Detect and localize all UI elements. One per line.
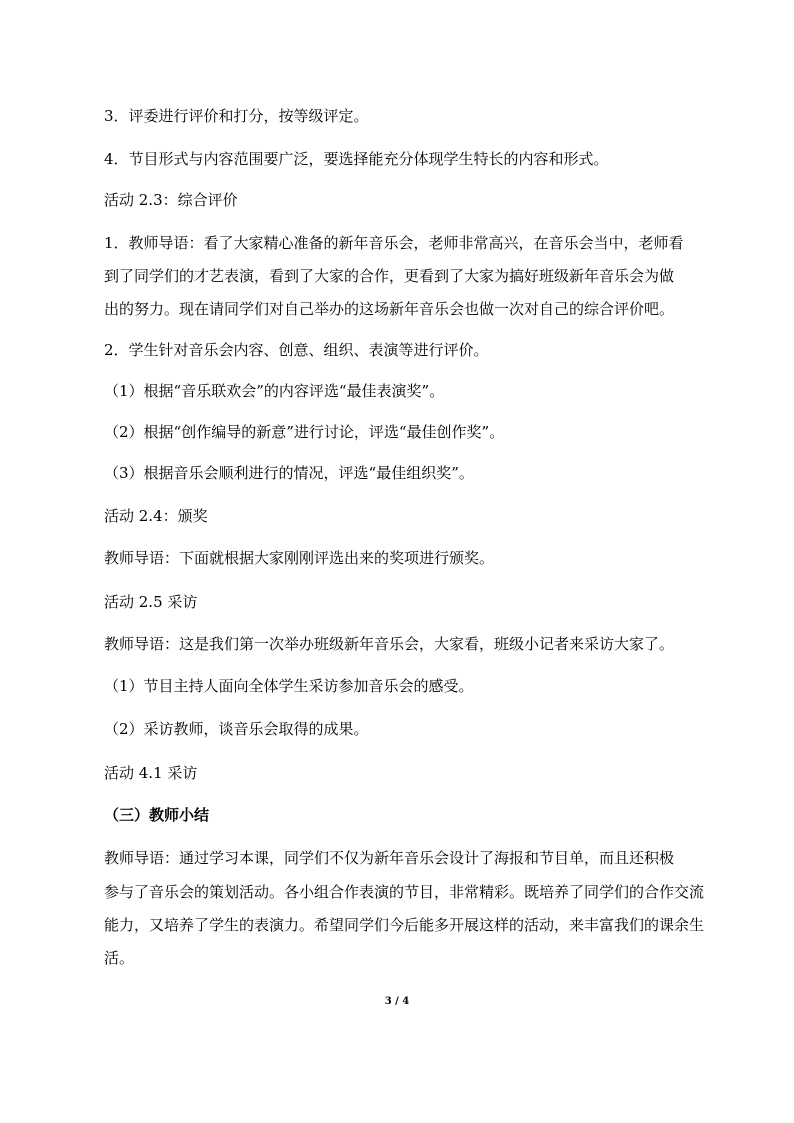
summary-line: 能力，又培养了学生的表演力。希望同学们今后能多开展这样的活动，来丰富我们的课余生: [104, 916, 705, 934]
paragraph-line: 出的努力。现在请同学们对自己举办的这场新年音乐会也做一次对自己的综合评价吧。: [104, 300, 675, 318]
activity-heading: 活动 2.5 采访: [104, 593, 198, 611]
paragraph-line: 1．教师导语：看了大家精心准备的新年音乐会，老师非常高兴，在音乐会当中，老师看: [104, 234, 684, 252]
list-item: （2）根据“创作编导的新意”进行讨论，评选“最佳创作奖”。: [104, 423, 505, 441]
summary-line: 参与了音乐会的策划活动。各小组合作表演的节目，非常精彩。既培养了同学们的合作交流: [104, 883, 705, 901]
section-heading: （三）教师小结: [104, 806, 210, 824]
summary-line: 活。: [104, 949, 135, 967]
summary-line: 教师导语：通过学习本课，同学们不仅为新年音乐会设计了海报和节目单，而且还积极: [104, 849, 675, 867]
text-line: 2．学生针对音乐会内容、创意、组织、表演等进行评价。: [104, 341, 489, 359]
text-line: 3．评委进行评价和打分，按等级评定。: [104, 107, 369, 125]
paragraph-line: 到了同学们的才艺表演，看到了大家的合作，更看到了大家为搞好班级新年音乐会为做: [104, 267, 675, 285]
list-item: （3）根据音乐会顺利进行的情况，评选“最佳组织奖”。: [104, 464, 474, 482]
activity-heading: 活动 4.1 采访: [104, 764, 198, 782]
activity-heading: 活动 2.4：颁奖: [104, 507, 208, 525]
activity-heading: 活动 2.3：综合评价: [104, 191, 238, 209]
text-line: 教师导语：这是我们第一次举办班级新年音乐会，大家看，班级小记者来采访大家了。: [104, 635, 675, 653]
text-line: 4．节目形式与内容范围要广泛，要选择能充分体现学生特长的内容和形式。: [104, 150, 609, 168]
text-line: 教师导语：下面就根据大家刚刚评选出来的奖项进行颁奖。: [104, 549, 495, 567]
list-item: （1）根据“音乐联欢会”的内容评选“最佳表演奖”。: [104, 382, 445, 400]
list-item: （2）采访教师，谈音乐会取得的成果。: [104, 720, 369, 738]
list-item: （1）节目主持人面向全体学生采访参加音乐会的感受。: [104, 677, 474, 695]
page-number: 3 / 4: [384, 996, 410, 1007]
